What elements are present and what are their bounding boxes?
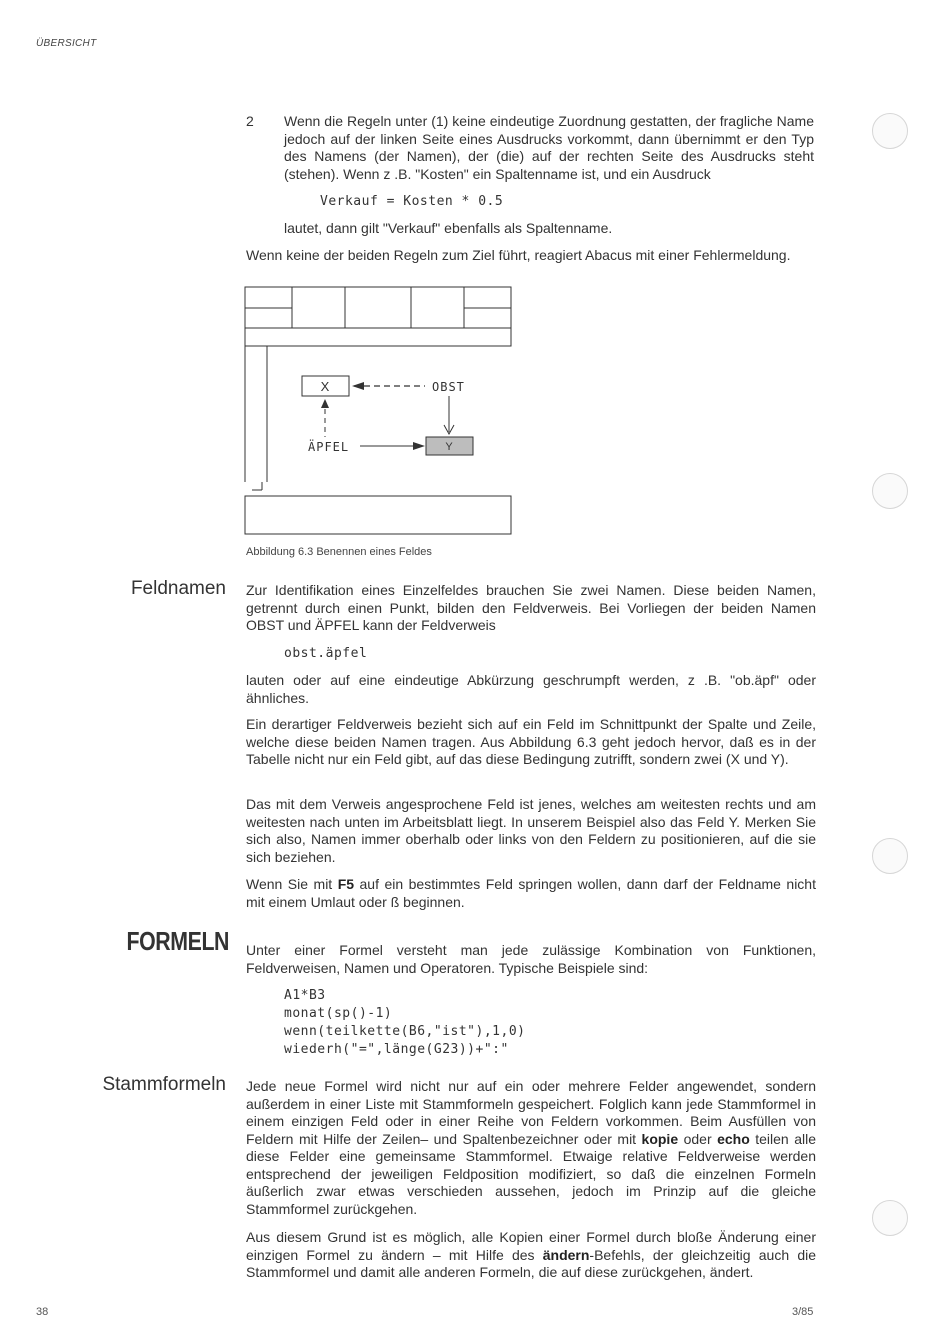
label-apfel: ÄPFEL (308, 440, 350, 454)
punch-hole (872, 838, 908, 874)
header-row-frame (245, 287, 511, 346)
punch-hole (872, 1200, 908, 1236)
text-run: Aus diesem Grund ist es möglich, alle Kopien einer Formel durch bloße Änderung einer einzigen Formel zu ändern – mit Hilfe des (246, 1229, 816, 1263)
error-paragraph: Wenn keine der beiden Regeln zum Ziel führt, reagiert Abacus mit einer Fehlermeldung. (246, 247, 791, 263)
cmd-echo: echo (717, 1130, 750, 1147)
list-item-number: 2 (246, 113, 254, 129)
feldnamen-p1: Zur Identifikation eines Einzelfeldes brauchen Sie zwei Namen. Diese beiden Namen, getrennt durch einen Punkt, bilden den Feldverweis. Bei Vorliegen der beiden Namen OBST und ÄPFEL kann der Feldverweis (246, 582, 816, 633)
formula-line: monat(sp()-1) (284, 1006, 393, 1021)
formula-line: wenn(teilkette(B6,"ist"),1,0) (284, 1024, 526, 1039)
text-run: Wenn Sie mit (246, 876, 338, 892)
formula-line: wiederh("=",länge(G23))+":" (284, 1042, 509, 1057)
text-run: oder (678, 1130, 718, 1147)
section-heading-formeln: FORMELN (126, 926, 229, 956)
figure-field-naming (240, 282, 520, 540)
text-run: -Befehls, der gleichzeitig auch die Stammformel und damit alle anderen Formeln, die auf diese zurückgehen, ändert. (246, 1246, 817, 1280)
text-run: teilen alle diese Felder eine gemeinsame Stammformel. Etwaige relative Feldverweise werden entsprechend der jeweiligen Feldposition modifiziert, so daß die einzelnen Formeln äußerlich zwar etwas verschieden aussehen, jedoch im Prinzip auf die gleiche Stammformel zurückgehen. (246, 1130, 816, 1217)
punch-hole (872, 113, 908, 149)
arrow-left-head (352, 382, 364, 390)
feldnamen-p4: Das mit dem Verweis angesprochene Feld ist jenes, welches am weitesten rechts und am weitesten nach unten im Arbeitsblatt liegt. In unserem Beispiel also das Feld Y. Merken Sie sich also, Namen immer oberhalb oder links von den Feldern zu positionieren, auf die sie sich beziehen. (246, 796, 816, 865)
formeln-p1: Unter einer Formel versteht man jede zulässige Kombination von Funktionen, Feldverweisen, Namen und Operatoren. Typische Beispiele sind: (246, 942, 816, 976)
feldnamen-p3: Ein derartiger Feldverweis bezieht sich auf ein Feld im Schnittpunkt der Spalte und Zeile, welche diese beiden Namen tragen. Aus Abbildung 6.3 geht jedoch hervor, daß es in der Tabelle nicht nur ein Feld gibt, auf das diese Bedingung zutrifft, sondern zwei (X und Y). (246, 716, 816, 767)
punch-hole (872, 473, 908, 509)
section-heading-stammformeln: Stammformeln (102, 1074, 226, 1095)
date-code: 3/85 (792, 1306, 814, 1318)
cmd-aendern: ändern (542, 1246, 590, 1263)
code-example: Verkauf = Kosten * 0.5 (320, 194, 504, 209)
key-f5: F5 (337, 876, 355, 892)
bottom-box (245, 496, 511, 534)
label-x: X (320, 379, 330, 394)
feldnamen-p2: lauten oder auf eine eindeutige Abkürzung geschrumpft werden, z .B. "ob.äpf" oder ähnliches. (246, 672, 816, 706)
code-feldverweis: obst.äpfel (284, 646, 368, 661)
formula-line: A1*B3 (284, 988, 326, 1003)
formula-examples (284, 987, 525, 1059)
stammformeln-p2 (246, 1229, 816, 1282)
text-run: auf ein bestimmtes Feld springen wollen, dann darf der Feldname nicht mit einem Umlaut oder ß beginnen. (246, 876, 816, 910)
item2-after: lautet, dann gilt "Verkauf" ebenfalls als Spaltenname. (284, 220, 613, 236)
stammformeln-p1 (246, 1078, 816, 1218)
figure-caption: Abbildung 6.3 Benennen eines Feldes (246, 546, 432, 558)
section-heading-feldnamen: Feldnamen (130, 578, 226, 599)
page-number: 38 (36, 1306, 49, 1318)
running-head: ÜBERSICHT (36, 38, 97, 49)
label-obst: OBST (432, 380, 465, 394)
text-run: Jede neue Formel wird nicht nur auf ein oder mehrere Felder angewendet, sondern außerdem in einer Liste mit Stammformeln gespeichert. Folglich kann jede Stammformel in einem einzigen Feld oder in einer Reihe von Feldern vorkommen. Beim Ausfüllen von Feldern mit Hilfe der Zeilen– und Spaltenbezeichner oder mit (246, 1078, 816, 1147)
cmd-kopie: kopie (641, 1130, 679, 1147)
item2-text: Wenn die Regeln unter (1) keine eindeutige Zuordnung gestatten, der fragliche Name jedoch auf der linken Seite eines Ausdrucks vorkommt, dann übernimmt er den Typ des Namens (der Namen), der (die) auf der rechten Seite des Ausdrucks steht (stehen). Wenn z .B. "Kosten" ein Spaltenname ist, und ein Ausdruck (284, 113, 814, 182)
label-y: Y (445, 441, 453, 453)
feldnamen-p5 (246, 876, 816, 911)
